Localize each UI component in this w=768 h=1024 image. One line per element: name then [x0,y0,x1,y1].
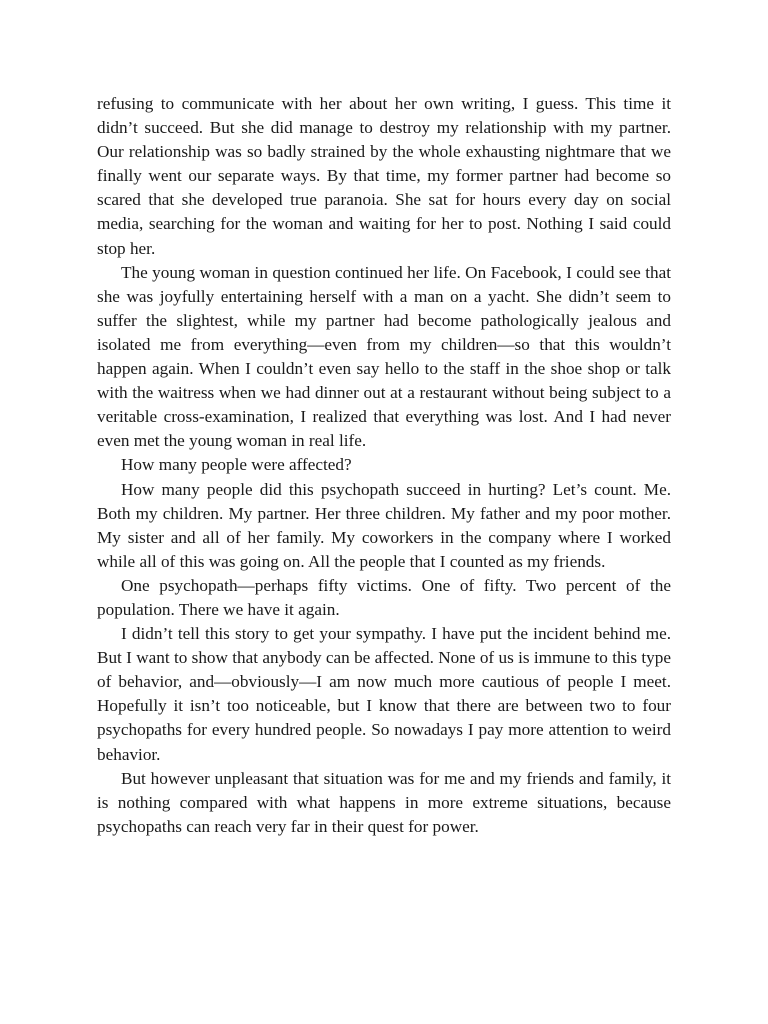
paragraph-count: How many people did this psychopath succeed in hurting? Let’s count. Me. Both my children. My partner. Her three children. My father and my poor mother. My sister and all of her family. My coworkers in the company where I worked while all of this was going on. All the people that I counted as my friends. [97,479,671,571]
body-text [97,92,671,839]
paragraph-facebook: The young woman in question continued her life. On Facebook, I could see that she was joyfully entertaining herself with a man on a yacht. She didn’t seem to suffer the slightest, while my partner had become pathologically jealous and isolated me from everything—even from my children—so that this wouldn’t happen again. When I couldn’t even say hello to the staff in the shoe shop or talk with the waitress when we had dinner out at a restaurant without being subject to a veritable cross-examination, I realized that everything was lost. And I had never even met the young woman in real life. [97,262,671,451]
paragraph-fifty-victims: One psychopath—perhaps fifty victims. One of fifty. Two percent of the population. There we have it again. [97,575,671,619]
paragraph-question: How many people were affected? [121,455,352,475]
paragraph-extreme-situations: But however unpleasant that situation was for me and my friends and family, it is nothing compared with what happens in more extreme situations, because psychopaths can reach very far in their quest for power. [97,768,671,836]
paragraph-sympathy: I didn’t tell this story to get your sympathy. I have put the incident behind me. But I want to show that anybody can be affected. None of us is immune to this type of behavior, and—obviously—I am now much more cautious of people I meet. Hopefully it isn’t too noticeable, but I know that there are between two to four psychopaths for every hundred people. So nowadays I pay more attention to weird behavior. [97,624,671,764]
paragraph-continued: refusing to communicate with her about her own writing, I guess. This time it didn’t succeed. But she did manage to destroy my relationship with my partner. Our relationship was so badly strained by the whole exhausting nightmare that we finally went our separate ways. By that time, my former partner had become so scared that she developed true paranoia. She sat for hours every day on social media, searching for the woman and waiting for her to post. Nothing I said could stop her. [97,94,671,258]
